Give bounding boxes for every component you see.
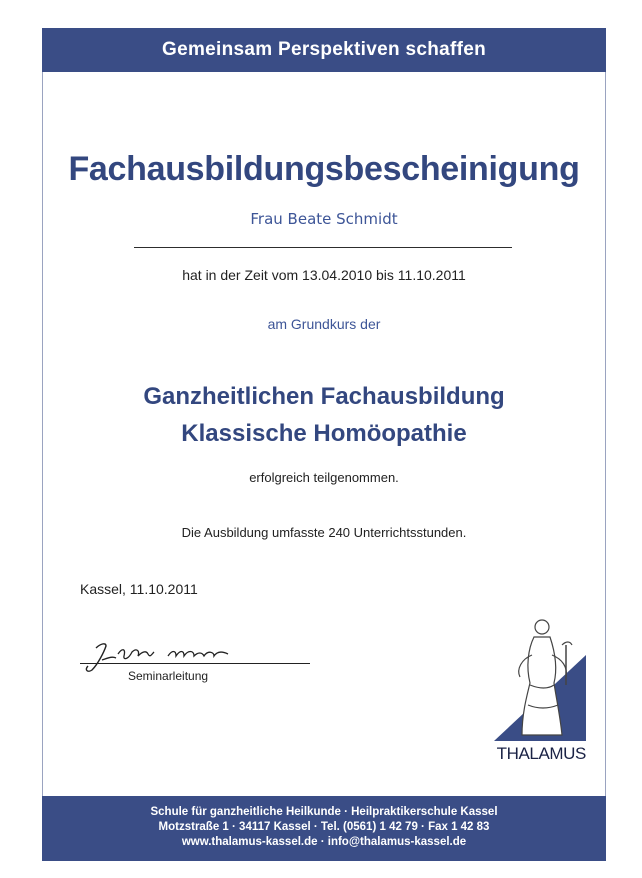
hours-text: Die Ausbildung umfasste 240 Unterrichtsstunden. [181,525,467,540]
thalamus-logo-icon [492,615,586,741]
footer-school-line: Schule für ganzheitliche Heilkunde · Heilpraktikerschule Kassel [150,806,498,818]
footer-bar [42,796,606,861]
logo-wordmark: THALAMUS [496,744,586,763]
footer-web-line: www.thalamus-kassel.de · info@thalamus-kassel.de [181,836,467,848]
course-intro: am Grundkurs der [267,316,381,332]
certificate-title: Fachausbildungsbescheinigung [68,150,580,188]
name-underline [134,247,512,248]
result-text: erfolgreich teilgenommen. [249,470,399,485]
recipient-name: Frau Beate Schmidt [250,210,398,228]
footer-address-line: Motzstraße 1 · 34117 Kassel · Tel. (0561) 1 42 79 · Fax 1 42 83 [158,821,490,833]
signature-line [80,663,310,664]
course-name-line2: Klassische Homöopathie [181,420,467,447]
place-date: Kassel, 11.10.2011 [80,581,198,597]
course-name [42,378,606,452]
signature-label: Seminarleitung [128,669,209,683]
course-name-line1: Ganzheitlichen Fachausbildung [143,383,505,410]
header-banner: Gemeinsam Perspektiven schaffen [42,28,606,72]
training-period: hat in der Zeit vom 13.04.2010 bis 11.10.2011 [182,267,466,283]
